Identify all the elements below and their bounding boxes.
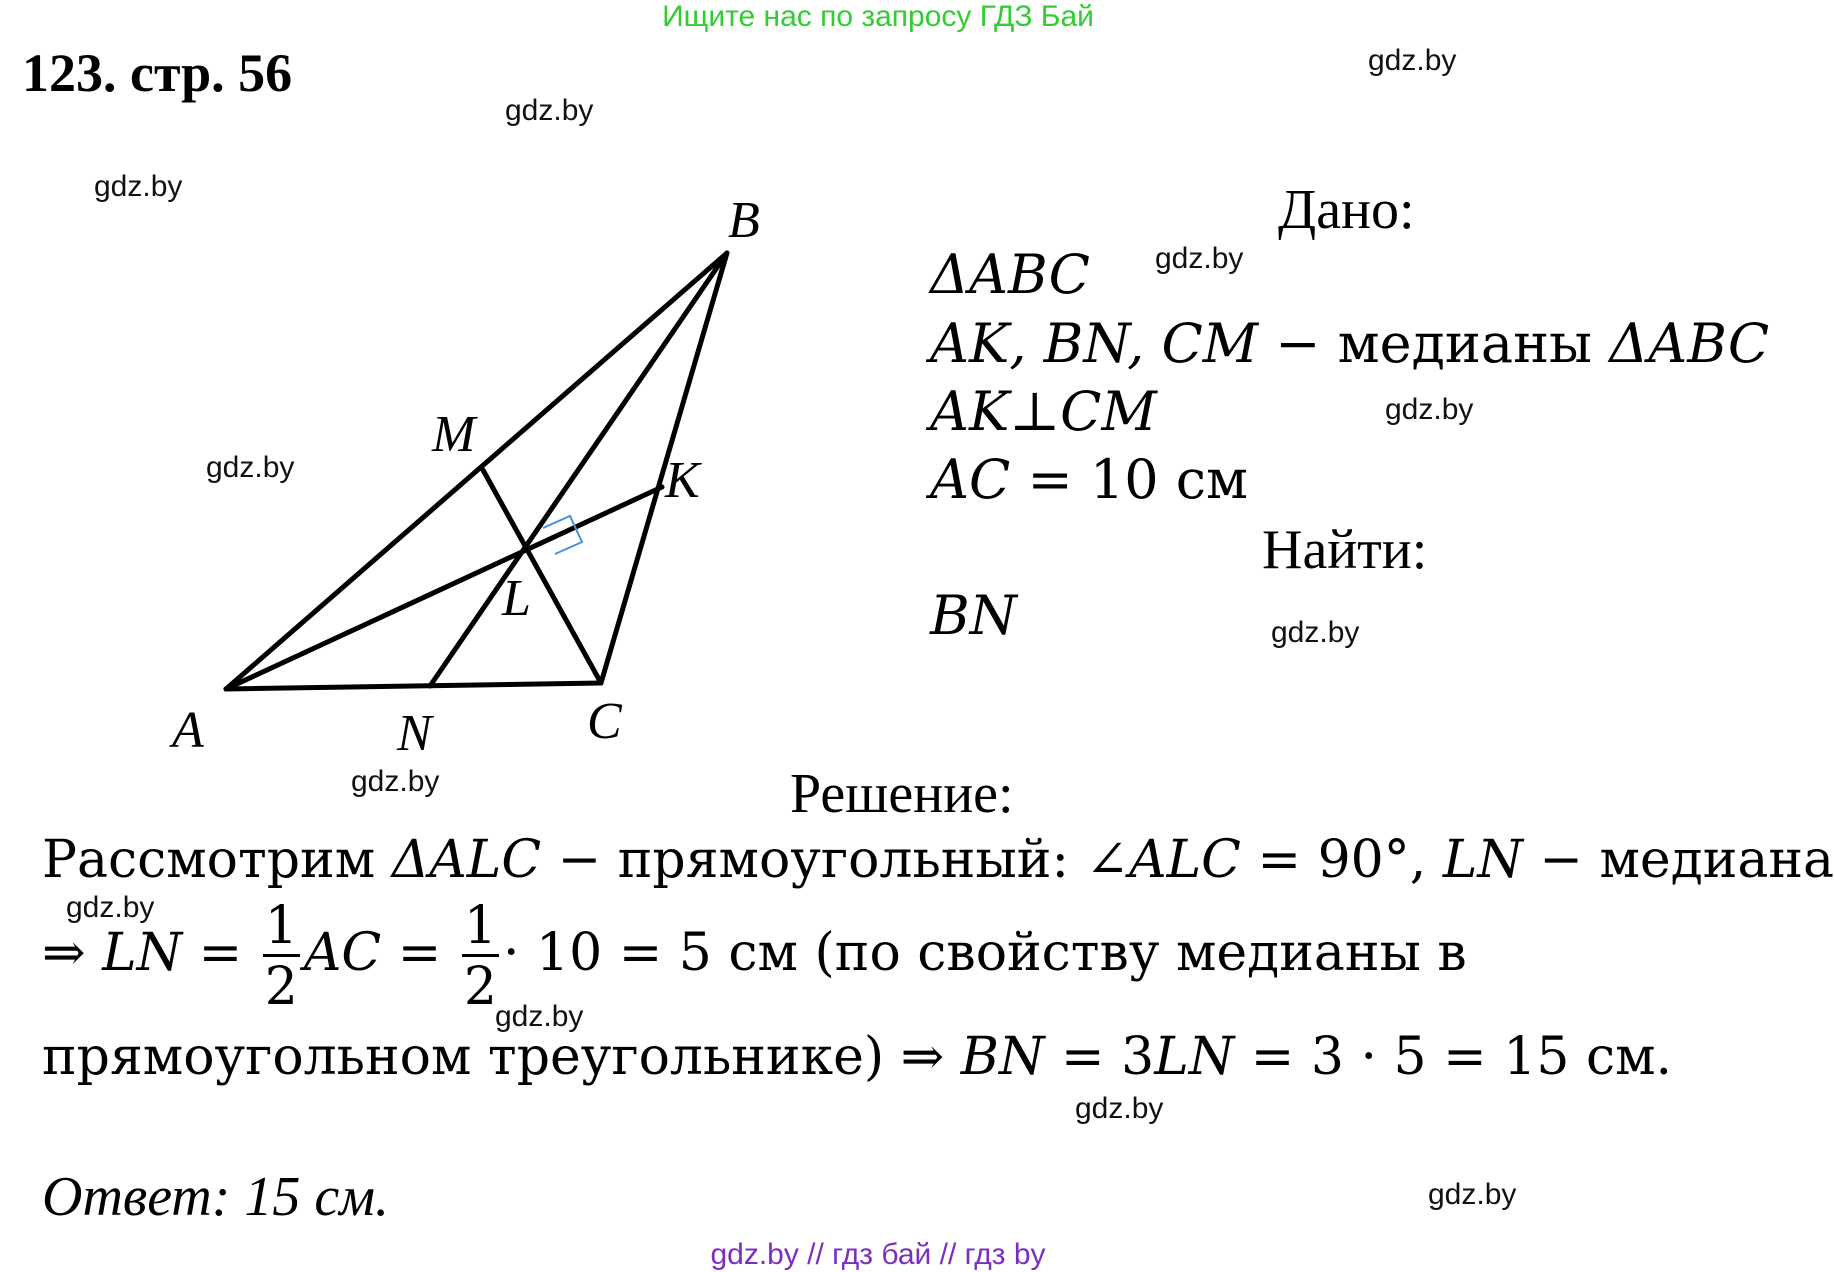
solution-text: прямоугольном треугольнике) ⇒ [42,1027,961,1087]
find-heading: Найти: [1262,519,1428,581]
watermark: gdz.by [1385,393,1474,426]
find-value: BN [930,584,1017,647]
solution-math: AC [303,923,382,983]
vertex-label-n: N [397,705,432,762]
triangle-figure [0,0,900,790]
solution-text: = 3 [1044,1027,1155,1087]
watermark: gdz.by [1271,616,1360,649]
fraction-numerator: 1 [463,896,497,956]
given-medians-triangle: ΔABC [1609,312,1770,375]
fraction-denominator: 2 [264,957,298,1017]
given-medians-names: AK, BN, CM [930,312,1259,375]
given-ac-length [930,448,1248,511]
watermark: gdz.by [94,170,183,203]
solution-math: LN [102,923,183,983]
given-heading: Дано: [1278,179,1415,241]
watermark: gdz.by [351,765,440,798]
watermark: gdz.by [1428,1178,1517,1211]
vertex-label-b: B [728,192,760,249]
solution-text: = [182,923,259,983]
solution-text: = 3 · 5 = 15 см. [1234,1027,1673,1087]
side-ab [226,253,727,689]
given-ac-value: = 10 см [1010,448,1249,511]
footer-links[interactable]: gdz.by // гдз бай // гдз by [710,1238,1046,1271]
solution-text: − медиана [1522,830,1834,890]
solution-text: = 90°, [1240,830,1443,890]
given-ac-symbol: AC [930,448,1011,511]
problem-title: 123. стр. 56 [22,43,293,103]
vertex-label-l: L [502,570,531,627]
fraction-one-half [263,896,300,1017]
watermark: gdz.by [495,1000,584,1033]
solution-math: LN [1442,830,1523,890]
solution-text: Рассмотрим [42,830,392,890]
given-medians-text: − медианы [1258,312,1610,375]
watermark: gdz.by [1155,242,1244,275]
solution-text: · 10 = 5 см (по свойству медианы в [502,923,1467,983]
watermark: gdz.by [66,891,155,924]
given-triangle: ΔABC [930,243,1090,306]
vertex-label-m: M [432,406,476,463]
given-perpendicular: AK⊥CM [930,380,1157,443]
solution-line-1 [42,830,1834,890]
solution-math: ΔALC [391,830,542,890]
watermark: gdz.by [206,451,295,484]
solution-text: ⇒ [42,923,103,983]
median-cm [483,470,601,683]
vertex-label-c: C [587,693,622,750]
solution-heading: Решение: [790,763,1014,825]
watermark: gdz.by [505,94,594,127]
answer: Ответ: 15 см. [42,1166,389,1228]
watermark: gdz.by [1075,1092,1164,1125]
side-bc [601,253,727,683]
solution-line-3 [42,1027,1672,1087]
solution-math: LN [1154,1027,1235,1087]
median-ak [226,487,662,689]
fraction-numerator: 1 [264,896,298,956]
watermark: gdz.by [1368,44,1457,77]
given-medians [930,312,1769,375]
solution-text: − прямоугольный: [541,830,1086,890]
solution-math: BN [960,1027,1045,1087]
solution-text: = [381,923,458,983]
top-banner: Ищите нас по запросу ГДЗ Бай [662,0,1094,33]
fraction-denominator: 2 [463,957,497,1017]
vertex-label-k: K [665,452,700,509]
fraction-one-half [462,896,499,1017]
vertex-label-a: A [172,702,204,759]
solution-math: ∠ALC [1085,830,1241,890]
side-ac [226,683,601,689]
